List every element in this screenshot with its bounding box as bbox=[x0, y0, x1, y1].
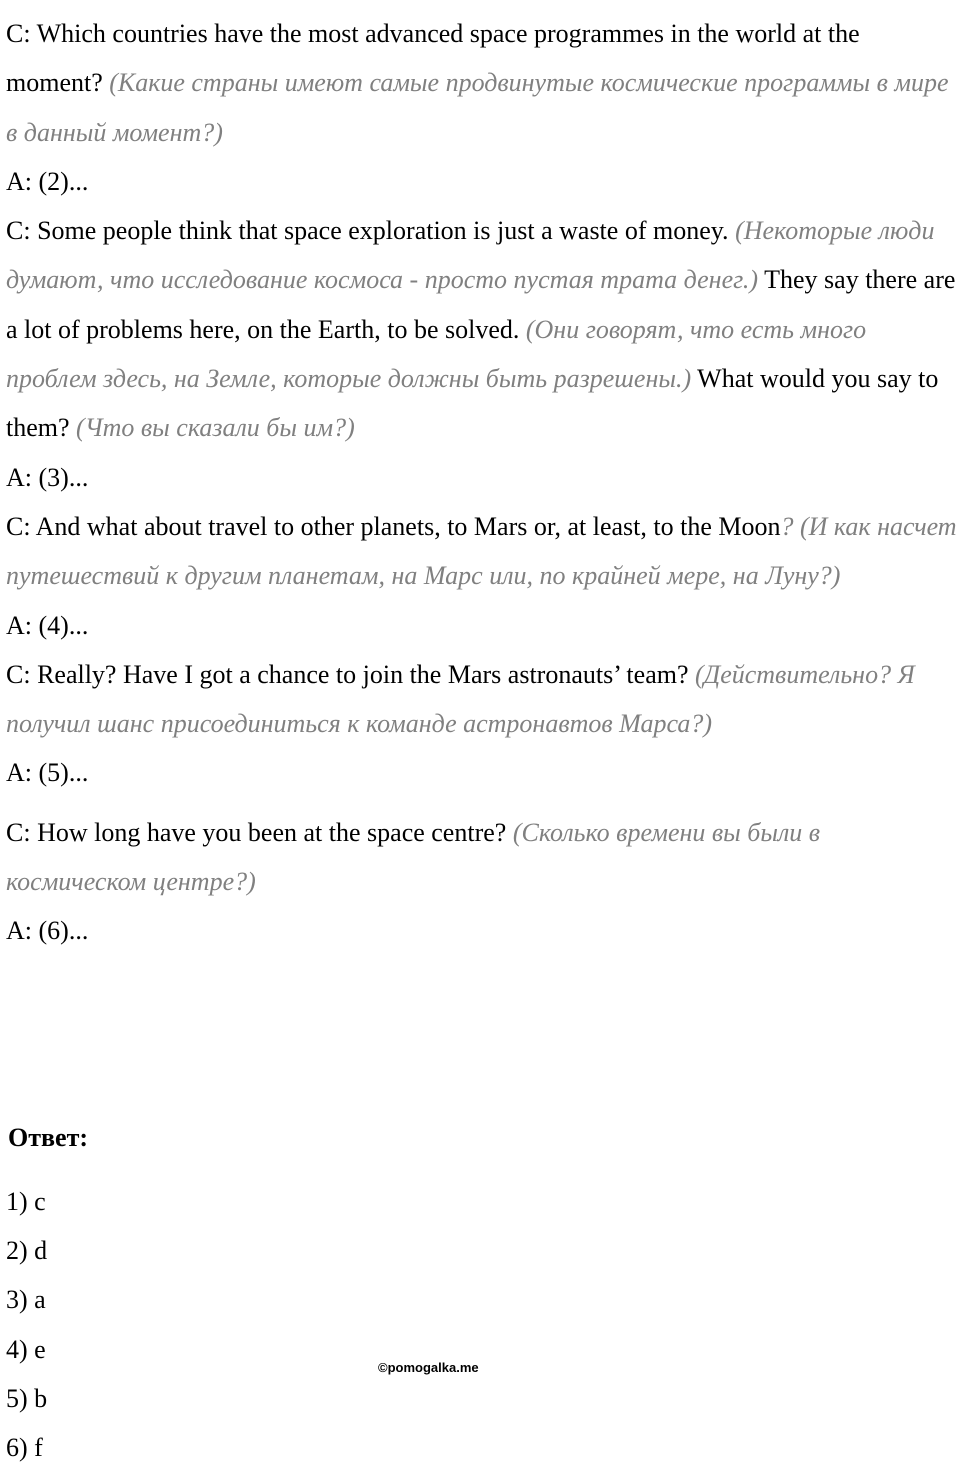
question-4-english: C: And what about travel to other planets, to Mars or, at least, to the Moon bbox=[6, 511, 781, 541]
answer-list bbox=[6, 1177, 47, 1472]
answer-6-placeholder: A: (6)... bbox=[6, 916, 89, 946]
question-6-english: C: How long have you been at the space centre? bbox=[6, 817, 513, 847]
answer-4-placeholder: A: (4)... bbox=[6, 610, 89, 640]
question-5-translation: (Действительно? Я получил шанс присоединиться к команде астронавтов Марса?) bbox=[6, 659, 915, 739]
question-3-english-1: C: Some people think that space exploration is just a waste of money. bbox=[6, 216, 736, 246]
question-5 bbox=[6, 650, 958, 749]
answer-5-placeholder: A: (5)... bbox=[6, 758, 89, 788]
question-3-translation-2: (Они говорят, что есть много проблем здесь, на Земле, которые должны быть разрешены.) bbox=[6, 314, 867, 394]
question-4 bbox=[6, 502, 958, 601]
dialogue bbox=[6, 9, 958, 956]
question-3 bbox=[6, 206, 958, 452]
answer-2-placeholder: A: (2)... bbox=[6, 166, 89, 196]
question-3-translation-3: (Что вы сказали бы им?) bbox=[76, 413, 355, 443]
answer-item: 3) a bbox=[6, 1285, 46, 1315]
question-3-english-3: What would you say to them? bbox=[6, 364, 939, 443]
question-4-translation: ? (И как насчет путешествий к другим планетам, на Марс или, по крайней мере, на Луну?) bbox=[6, 511, 957, 591]
question-5-english: C: Really? Have I got a chance to join the Mars astronauts’ team? bbox=[6, 659, 695, 689]
question-6 bbox=[6, 808, 958, 907]
answer-item: 4) e bbox=[6, 1334, 46, 1364]
question-3-english-2: They say there are a lot of problems here, on the Earth, to be solved. bbox=[6, 265, 956, 344]
question-2-translation: (Какие страны имеют самые продвинутые космические программы в мире в данный момент?) bbox=[6, 68, 949, 147]
paragraph-spacer bbox=[6, 798, 958, 808]
answer-item: 6) f bbox=[6, 1433, 43, 1463]
question-3-translation-1: (Некоторые люди думают, что исследование космоса - просто пустая трата денег.) bbox=[6, 216, 935, 295]
answer-item: 1) c bbox=[6, 1187, 46, 1216]
answer-3-placeholder: A: (3)... bbox=[6, 462, 89, 492]
watermark: ©pomogalka.me bbox=[378, 1360, 479, 1375]
question-6-translation: (Сколько времени вы были в космическом центре?) bbox=[6, 817, 821, 897]
question-2 bbox=[6, 9, 958, 157]
answer-item: 2) d bbox=[6, 1236, 48, 1266]
answer-item: 5) b bbox=[6, 1383, 48, 1413]
question-2-english: C: Which countries have the most advanced space programmes in the world at the moment? bbox=[6, 19, 860, 98]
answer-heading: Ответ: bbox=[8, 1123, 89, 1152]
